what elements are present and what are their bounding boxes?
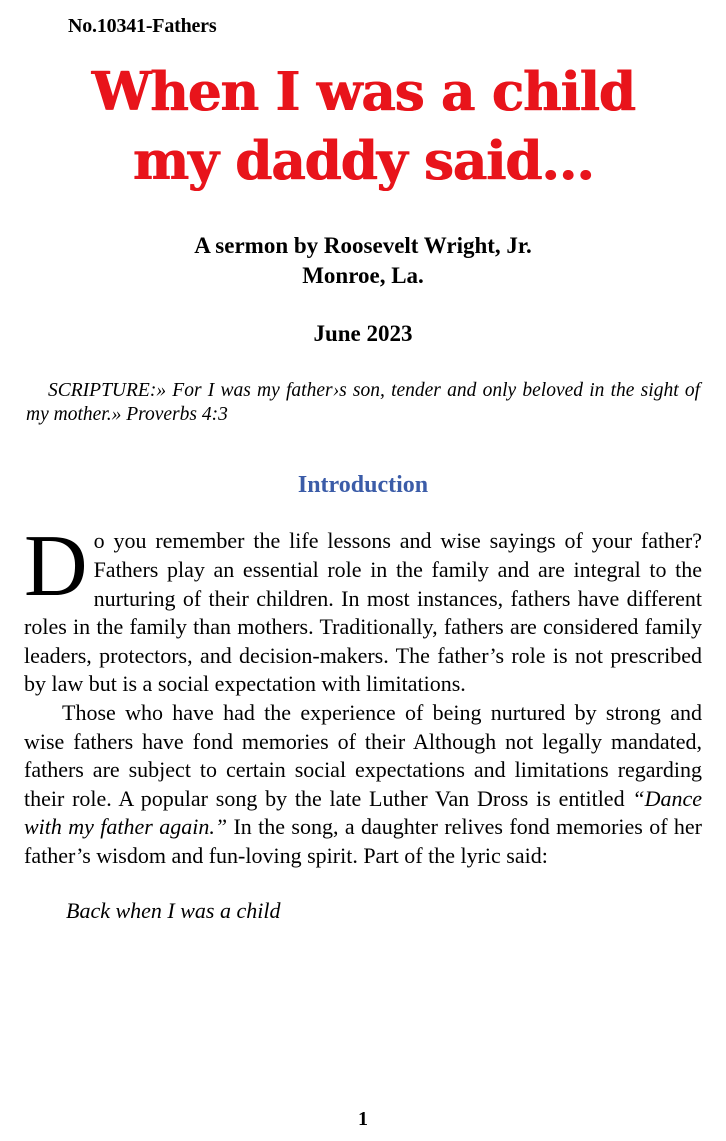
byline-location: Monroe, La. bbox=[302, 262, 424, 288]
paragraph-2 bbox=[24, 699, 702, 871]
sermon-date: June 2023 bbox=[313, 320, 413, 346]
paragraph-1 bbox=[24, 518, 702, 699]
drop-cap: D bbox=[24, 518, 88, 616]
paragraph-2-text-b: In the song, a daughter relives fond memories of her father’s wisdom and fun-loving spirit. Part of the lyric said: bbox=[24, 814, 703, 868]
scripture-reference: SCRIPTURE:» For I was my father›s son, tender and only beloved in the sight of my mother.» Proverbs 4:3 bbox=[26, 379, 700, 426]
document-number: No.10341-Fathers bbox=[68, 15, 217, 37]
sermon-title bbox=[24, 61, 702, 192]
section-heading-introduction: Introduction bbox=[297, 472, 429, 499]
title-line-2: my daddy said... bbox=[132, 130, 594, 192]
paragraph-1-text: o you remember the life lessons and wise sayings of your father? Fathers play an essential role in the family and are integral to the nurturing of their children. In most instances, fathers have different roles in the family than mothers. Traditionally, fathers are considered family leaders, protectors, and decision-makers. The father’s role is not prescribed by law but is a social expectation with limitations. bbox=[24, 528, 702, 697]
title-line-1: When I was a child bbox=[91, 61, 635, 123]
byline bbox=[24, 232, 702, 291]
paragraph-2-text-a: Those who have had the experience of being nurtured by strong and wise fathers have fond memories of their Although not legally mandated, fathers are subject to certain social expectations and limitations regarding their role. A popular song by the late Luther Van Dross is entitled bbox=[24, 699, 702, 811]
song-title: “Dance with my father again.” bbox=[24, 785, 702, 840]
byline-author: A sermon by Roosevelt Wright, Jr. bbox=[194, 233, 532, 258]
page-number: 1 bbox=[358, 1108, 368, 1130]
verse-line: Back when I was a child bbox=[66, 897, 281, 923]
body-text bbox=[24, 518, 703, 925]
